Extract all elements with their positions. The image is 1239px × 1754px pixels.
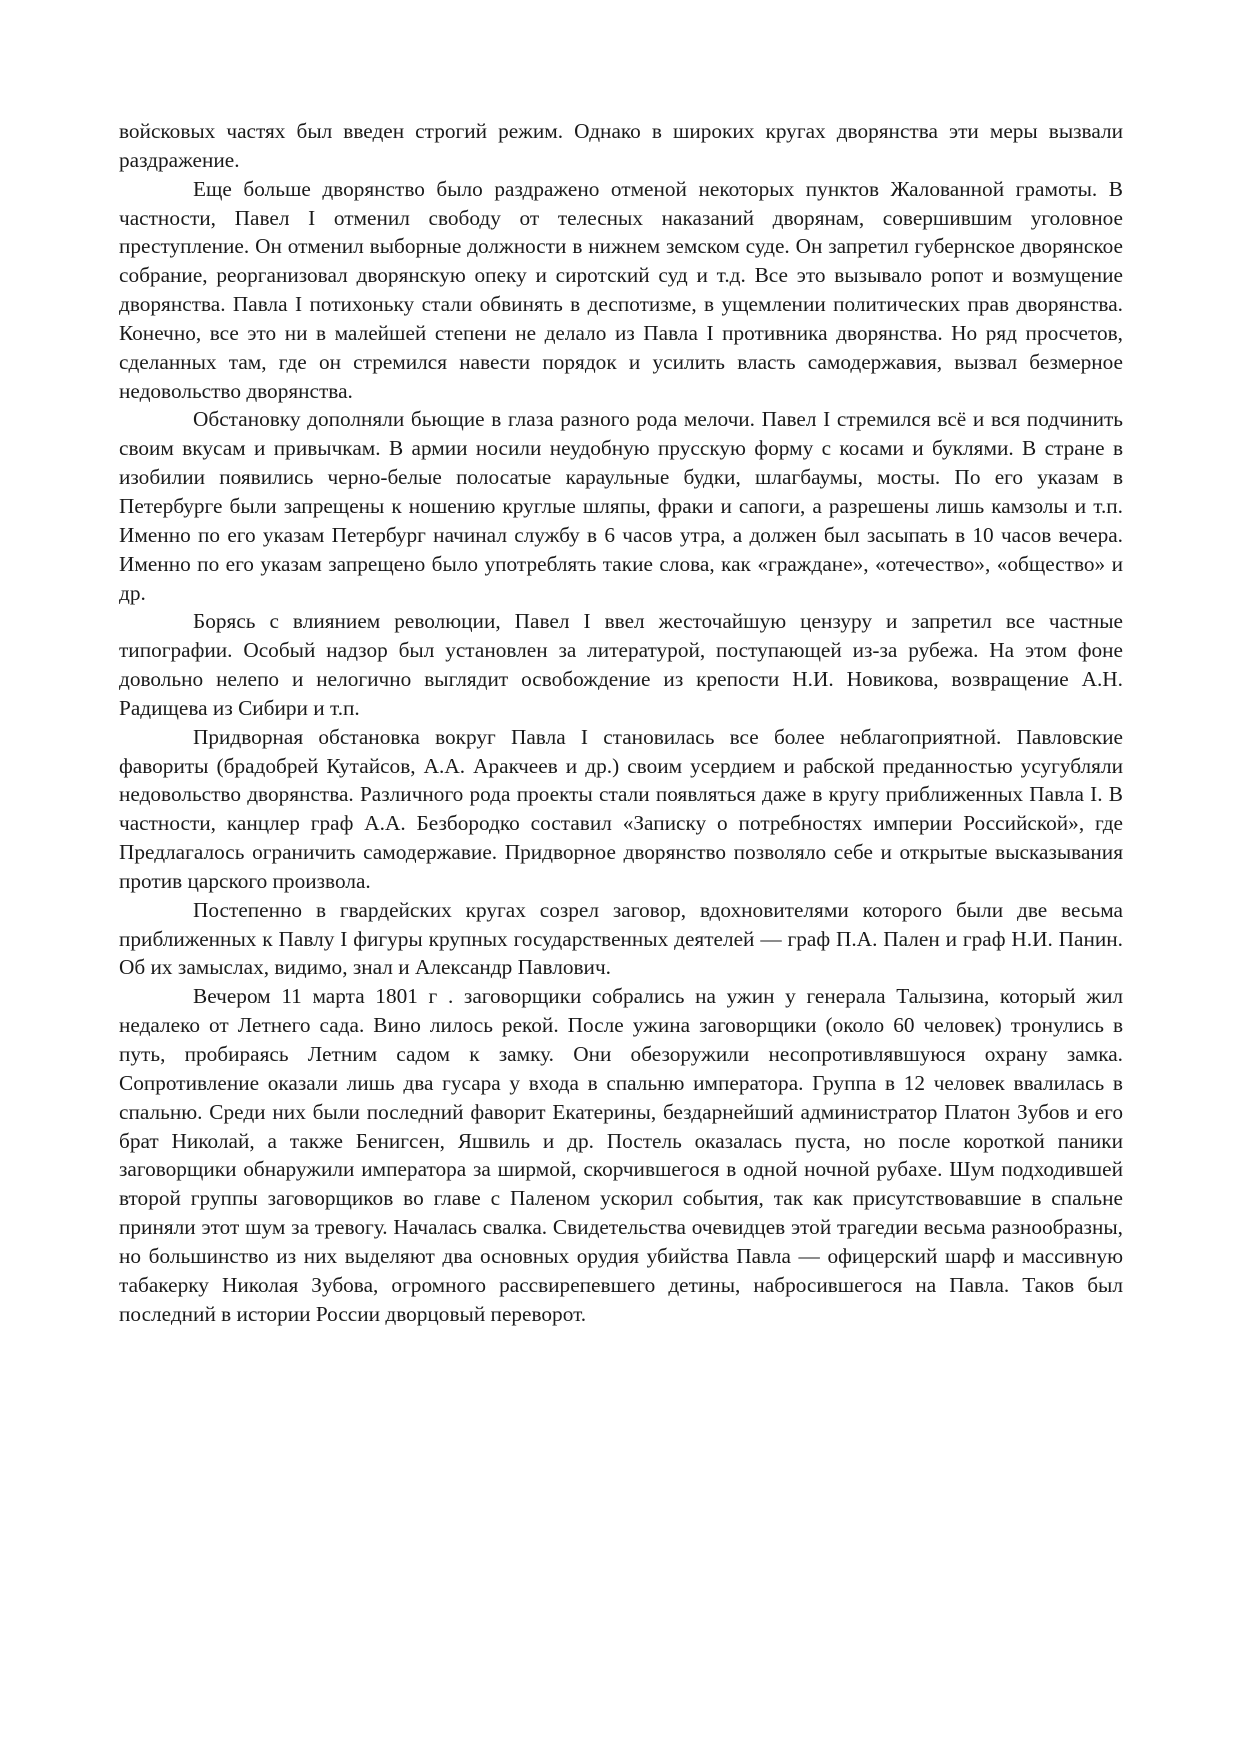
paragraph-1: войсковых частях был введен строгий режим. Однако в широких кругах дворянства эти меры вызвали раздражение. (119, 119, 1123, 172)
paragraph-4: Борясь с влиянием революции, Павел I ввел жесточайшую цензуру и запретил все частные типографии. Особый надзор был установлен за литературой, поступающей из-за рубежа. На этом фоне довольно нелепо и нелогично выглядит освобождение из крепости Н.И. Новикова, возвращение А.Н. Радищева из Сибири и т.п. (119, 609, 1123, 720)
paragraph-2: Еще больше дворянство было раздражено отменой некоторых пунктов Жалованной грамоты. В частности, Павел I отменил свободу от телесных наказаний дворянам, совершившим уголовное преступление. Он отменил выборные должности в нижнем земском суде. Он запретил губернское дворянское собрание, реорганизовал дворянскую опеку и сиротский суд и т.д. Все это вызывало ропот и возмущение дворянства. Павла I потихоньку стали обвинять в деспотизме, в ущемлении политических прав дворянства. Конечно, все это ни в малейшей степени не делало из Павла I противника дворянства. Но ряд просчетов, сделанных там, где он стремился навести порядок и усилить власть самодержавия, вызвал безмерное недовольство дворянства. (119, 176, 1123, 403)
paragraph-7: Вечером 11 марта 1801 г . заговорщики собрались на ужин у генерала Талызина, который жил недалеко от Летнего сада. Вино лилось рекой. После ужина заговорщики (около 60 человек) тронулись в путь, пробираясь Летним садом к замку. Они обезоружили несопротивлявшуюся охрану замка. Сопротивление оказали лишь два гусара у входа в спальню императора. Группа в 12 человек ввалилась в спальню. Среди них были последний фаворит Екатерины, бездарнейший администратор Платон Зубов и его брат Николай, а также Бенигсен, Яшвиль и др. Постель оказалась пуста, но после короткой паники заговорщики обнаружили императора за ширмой, скорчившегося в одной ночной рубахе. Шум подходившей второй группы заговорщиков во главе с Паленом ускорил события, так как присутствовавшие в спальне приняли этот шум за тревогу. Началась свалка. Свидетельства очевидцев этой трагедии весьма разнообразны, но большинство из них выделяют два основных орудия убийства Павла — офицерский шарф и массивную табакерку Николая Зубова, огромного рассвирепевшего детины, набросившегося на Павла. Таков был последний в истории России дворцовый переворот. (119, 984, 1123, 1326)
paragraph-6: Постепенно в гвардейских кругах созрел заговор, вдохновителями которого были две весьма приближенных к Павлу I фигуры крупных государственных деятелей — граф П.А. Пален и граф Н.И. Панин. Об их замыслах, видимо, знал и Александр Павлович. (119, 897, 1123, 980)
paragraph-5: Придворная обстановка вокруг Павла I становилась все более неблагоприятной. Павловские фавориты (брадобрей Кутайсов, А.А. Аракчеев и др.) своим усердием и рабской преданностью усугубляли недовольство дворянства. Различного рода проекты стали появляться даже в кругу приближенных Павла I. В частности, канцлер граф А.А. Безбородко составил «Записку о потребностях империи Российской», где Предлагалось ограничить самодержавие. Придворное дворянство позволяло себе и открытые высказывания против царского произвола. (119, 724, 1123, 893)
document-page (119, 117, 1123, 1328)
paragraph-3: Обстановку дополняли бьющие в глаза разного рода мелочи. Павел I стремился всё и вся подчинить своим вкусам и привычкам. В армии носили неудобную прусскую форму с косами и буклями. В стране в изобилии появились черно-белые полосатые караульные будки, шлагбаумы, мосты. По его указам в Петербурге были запрещены к ношению круглые шляпы, фраки и сапоги, а разрешены лишь камзолы и т.п. Именно по его указам Петербург начинал службу в 6 часов утра, а должен был засыпать в 10 часов вечера. Именно по его указам запрещено было употреблять такие слова, как «граждане», «отечество», «общество» и др. (119, 407, 1123, 605)
